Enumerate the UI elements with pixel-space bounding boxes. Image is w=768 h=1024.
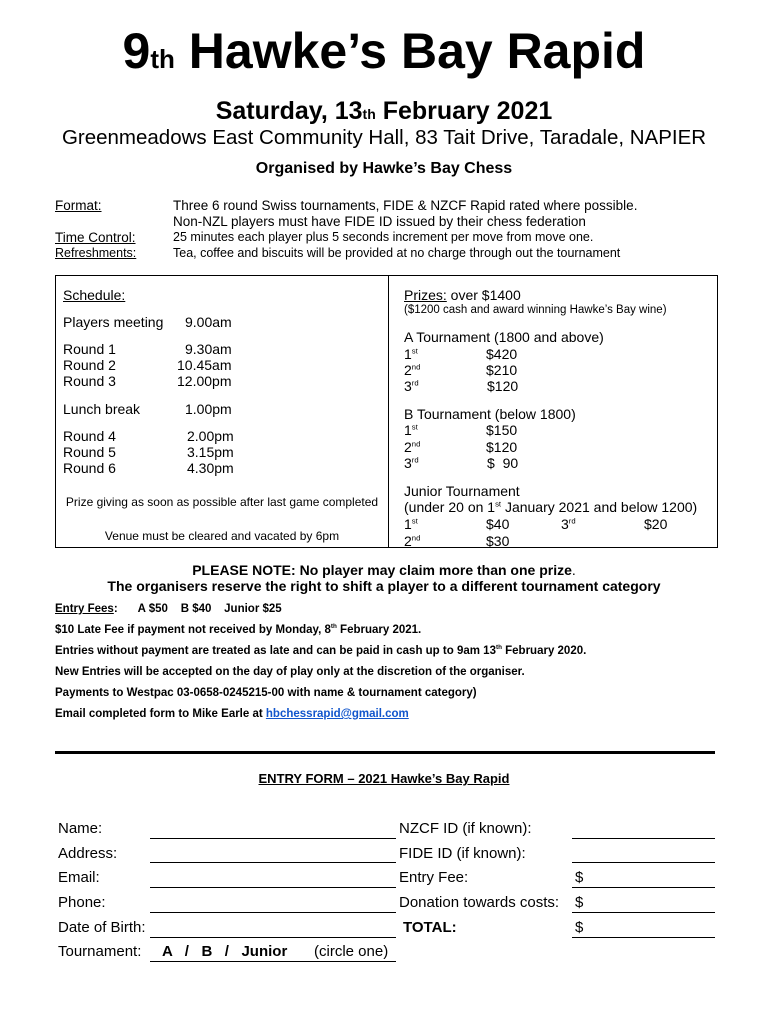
entry-form-title: ENTRY FORM – 2021 Hawke’s Bay Rapid [258,771,510,786]
schedule-row-label: Round 2 [63,357,116,373]
schedule-row-time: 3.15pm [187,444,234,460]
schedule-heading: Schedule: [63,287,126,303]
prize-place: 1st [404,422,418,438]
junior-tournament-title: Junior Tournament [404,483,520,499]
schedule-row-time: 12.00pm [177,373,232,389]
reserve-note: The organisers reserve the right to shift a player to a different tournament category [107,578,661,594]
junior-tournament-subtitle: (under 20 on 1st January 2021 and below 1200) [404,499,698,515]
schedule-row-label: Lunch break [63,401,141,417]
email-label: Email: [58,869,100,886]
dollar-sign: $ [575,894,584,911]
organiser: Organised by Hawke’s Bay Chess [255,160,513,177]
page-title: 9th Hawke’s Bay Rapid [122,23,646,79]
schedule-row-label: Players meeting [63,314,164,330]
tournament-label: Tournament: [58,943,142,960]
email-link[interactable]: hbchessrapid@gmail.com [265,708,409,720]
prize-amount: $40 [486,516,510,532]
prize-amount: $20 [644,516,668,532]
prize-amount: $120 [487,378,519,394]
prize-amount: $210 [486,362,518,378]
schedule-row-time: 2.00pm [187,428,234,444]
schedule-row-time: 10.45am [177,357,232,373]
address-label: Address: [58,845,118,862]
prize-place: 3rd [561,516,576,532]
email-instructions: Email completed form to Mike Earle at hbchessrapid@gmail.com [55,708,409,720]
schedule-row-label: Round 1 [63,341,116,357]
time-control-label: Time Control: [55,230,136,245]
refreshments-value: Tea, coffee and biscuits will be provided at no charge through out the tournament [173,246,621,260]
schedule-row-time: 9.00am [185,314,232,330]
prizes-heading: Prizes: over $1400 [404,287,521,303]
prize-place: 2nd [404,439,421,455]
entry-fee-label: Entry Fee: [399,869,469,886]
schedule-row-label: Round 4 [63,428,116,444]
entry-fees: Entry Fees: A $50 B $40 Junior $25 [55,603,282,615]
section-divider [55,751,715,754]
cash-entries: Entries without payment are treated as late and can be paid in cash up to 9am 13th February 2020. [55,644,587,657]
prize-giving-note: Prize giving as soon as possible after last game completed [65,495,379,509]
schedule-row-label: Round 3 [63,373,116,389]
phone-label: Phone: [58,894,106,911]
prize-amount: $420 [486,346,518,362]
fide-label: FIDE ID (if known): [399,845,526,862]
prize-place: 1st [404,346,418,362]
prize-place: 1st [404,516,418,532]
prizes-note: ($1200 cash and award winning Hawke’s Bay wine) [404,304,667,316]
dob-field[interactable] [150,937,396,938]
dollar-sign: $ [575,919,584,936]
prize-amount: $ 90 [487,455,519,471]
entry-fee-field[interactable] [572,887,715,888]
format-line-1: Three 6 round Swiss tournaments, FIDE & NZCF Rapid rated where possible. [173,198,638,213]
format-line-2: Non-NZL players must have FIDE ID issued by their chess federation [173,214,586,229]
email-field[interactable] [150,887,396,888]
schedule-row-label: Round 6 [63,460,116,476]
fide-field[interactable] [572,862,715,863]
tournament-field [150,961,396,962]
address-field[interactable] [150,862,396,863]
nzcf-label: NZCF ID (if known): [399,820,532,837]
circle-one-hint: (circle one) [314,943,389,960]
please-note: PLEASE NOTE: No player may claim more than one prize. [192,562,576,578]
venue-clear-note: Venue must be cleared and vacated by 6pm [104,529,340,543]
time-control-value: 25 minutes each player plus 5 seconds increment per move from move one. [173,230,594,244]
schedule-row-time: 9.30am [185,341,232,357]
box-divider [388,275,389,548]
prize-amount: $30 [486,533,510,549]
total-label: TOTAL: [403,919,457,936]
late-fee: $10 Late Fee if payment not received by Monday, 8th February 2021. [55,623,422,636]
b-tournament-title: B Tournament (below 1800) [404,406,576,422]
payments: Payments to Westpac 03-0658-0245215-00 with name & tournament category) [55,687,477,699]
event-date: Saturday, 13th February 2021 [215,97,553,125]
prize-place: 2nd [404,362,421,378]
prize-place: 3rd [404,378,419,394]
a-tournament-title: A Tournament (1800 and above) [404,329,604,345]
prize-place: 2nd [404,533,421,549]
schedule-row-time: 4.30pm [187,460,234,476]
dob-label: Date of Birth: [58,919,146,936]
format-label: Format: [55,198,102,213]
schedule-row-label: Round 5 [63,444,116,460]
nzcf-field[interactable] [572,838,715,839]
prize-amount: $120 [486,439,518,455]
prize-amount: $150 [486,422,518,438]
dollar-sign: $ [575,869,584,886]
name-field[interactable] [150,838,396,839]
name-label: Name: [58,820,103,837]
prize-place: 3rd [404,455,419,471]
donation-label: Donation towards costs: [399,894,560,911]
refreshments-label: Refreshments: [55,246,137,260]
phone-field[interactable] [150,912,396,913]
schedule-row-time: 1.00pm [185,401,232,417]
tournament-options[interactable]: A / B / Junior [162,943,288,960]
new-entries: New Entries will be accepted on the day of play only at the discretion of the organiser. [55,666,525,678]
event-venue: Greenmeadows East Community Hall, 83 Tait Drive, Taradale, NAPIER [61,126,707,149]
total-field[interactable] [572,937,715,938]
donation-field[interactable] [572,912,715,913]
